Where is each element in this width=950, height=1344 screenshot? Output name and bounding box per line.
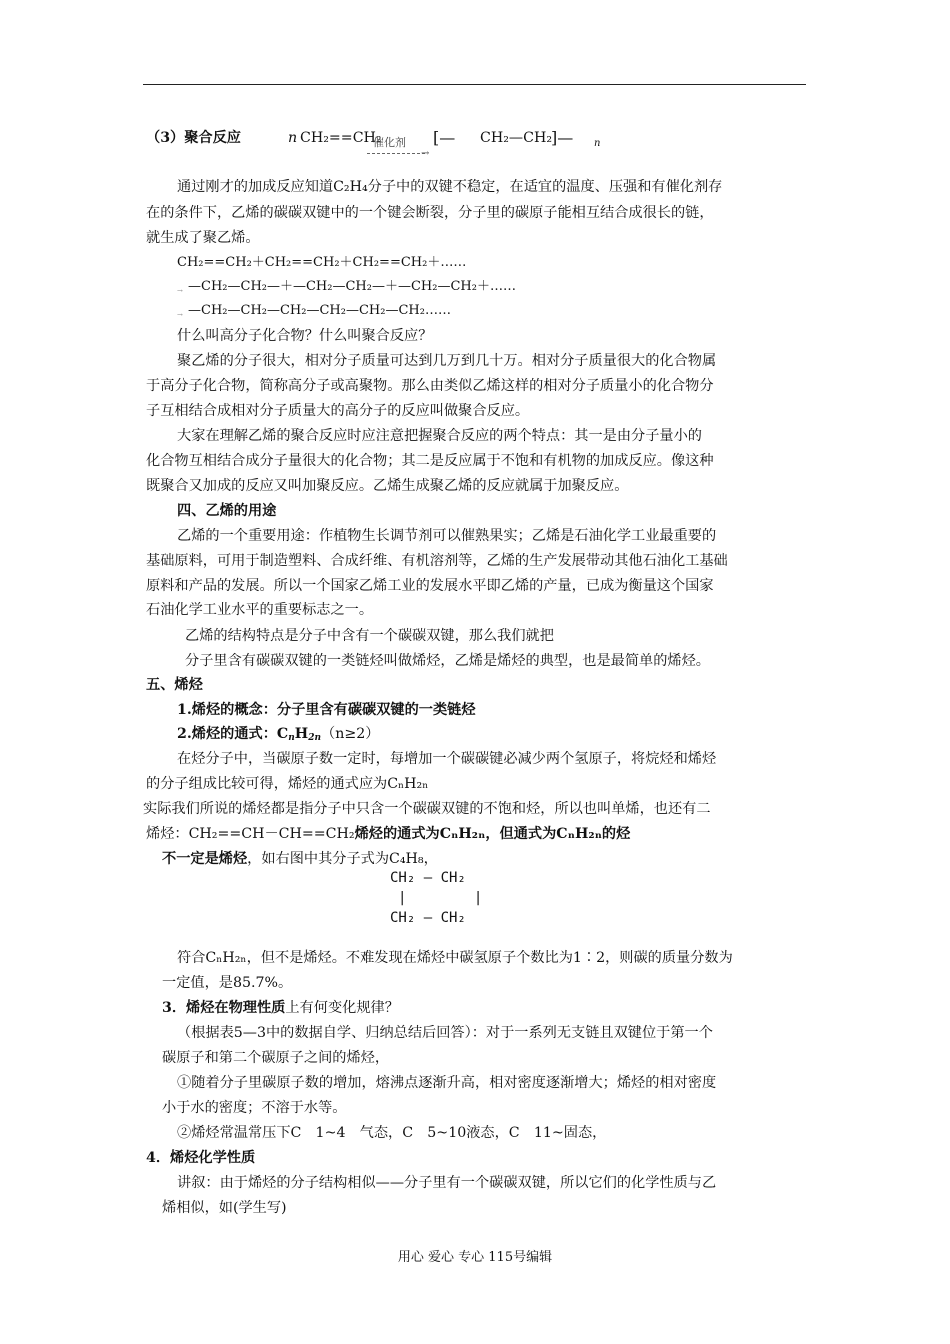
ring-bars: | | bbox=[398, 890, 483, 906]
chain-line1: CH₂==CH₂＋CH₂==CH₂＋CH₂==CH₂＋…… bbox=[177, 255, 467, 270]
para2-line2: 于高分子化合物，简称高分子或高聚物。那么由类似乙烯这样的相对分子质量小的化合物分 bbox=[146, 378, 714, 394]
section5-p5-line1: ①随着分子里碳原子数的增加，熔沸点逐渐升高，相对密度逐渐增大；烯烃的相对密度 bbox=[177, 1075, 717, 1091]
item3-rest: 上有何变化规律？ bbox=[285, 1000, 399, 1016]
para3-line2: 化合物互相结合成分子量很大的化合物；其二是反应属于不饱和有机物的加成反应。像这种 bbox=[146, 453, 714, 469]
section5-item1: 1.烯烃的概念：分子里含有碳碳双键的一类链烃 bbox=[177, 702, 476, 718]
ring-top: CH₂ — CH₂ bbox=[390, 870, 466, 886]
item2-sub-n: n bbox=[288, 733, 295, 743]
catalyst-arrow bbox=[367, 134, 429, 158]
para1-line3: 就生成了聚乙烯。 bbox=[146, 230, 260, 246]
para1-line1: 通过刚才的加成反应知道C₂H₄分子中的双键不稳定，在适宜的温度、压强和有催化剂存 bbox=[177, 179, 723, 195]
section4-line4: 石油化学工业水平的重要标志之一。 bbox=[146, 602, 374, 618]
margin-mark: → bbox=[177, 311, 183, 319]
section5-p7-line1: 讲叙：由于烯烃的分子结构相似——分子里有一个碳碳双键，所以它们的化学性质与乙 bbox=[177, 1175, 717, 1191]
header-rule bbox=[143, 84, 806, 85]
question-line: 什么叫高分子化合物？什么叫聚合反应？ bbox=[177, 328, 433, 344]
diene-formula: 烯烃：CH₂==CH－CH==CH₂ bbox=[146, 826, 355, 842]
section5-p3-line2: 一定值，是85.7%。 bbox=[162, 975, 293, 991]
section4-title: 四、乙烯的用途 bbox=[177, 503, 277, 519]
product-open-bracket: [— bbox=[433, 128, 456, 147]
section5-item2 bbox=[177, 724, 379, 748]
section5-p2-line3 bbox=[162, 849, 438, 869]
arrow-head-icon: → bbox=[421, 148, 430, 159]
reaction-label: （3）聚合反应 bbox=[146, 130, 241, 146]
c4h8-note: ，如右图中其分子式为C₄H₈， bbox=[247, 851, 438, 867]
chain-line3: —CH₂—CH₂—CH₂—CH₂—CH₂—CH₂…… bbox=[188, 303, 451, 318]
reaction-n: n bbox=[288, 130, 298, 146]
para3-line1: 大家在理解乙烯的聚合反应时应注意把握聚合反应的两个特点：其一是由分子量小的 bbox=[177, 428, 702, 444]
section5-p7-line2: 烯相似，如(学生写) bbox=[162, 1200, 287, 1216]
section5-p5-line2: 小于水的密度；不溶于水等。 bbox=[162, 1100, 347, 1116]
section4-line6: 分子里含有碳碳双键的一类链烃叫做烯烃，乙烯是烯烃的典型，也是最简单的烯烃。 bbox=[185, 653, 710, 669]
section5-p6: ②烯烃常温常压下C 1~4 气态，C 5~10液态，C 11~固态， bbox=[177, 1125, 607, 1141]
section4-line3: 原料和产品的发展。所以一个国家乙烯工业的发展水平即乙烯的产量，已成为衡量这个国家 bbox=[146, 578, 714, 594]
item2-condition: （n≥2） bbox=[321, 726, 380, 742]
item2-sub-2n: 2n bbox=[308, 733, 321, 743]
product-close-bracket: ]— bbox=[551, 128, 574, 147]
item3-bold: 3．烯烃在物理性质 bbox=[162, 1000, 286, 1016]
margin-mark: → bbox=[177, 287, 183, 295]
general-formula-note: 烯烃的通式为CₙH₂ₙ，但通式为CₙH₂ₙ的烃 bbox=[354, 826, 631, 842]
para3-line3: 既聚合又加成的反应又叫加聚反应。乙烯生成聚乙烯的反应就属于加聚反应。 bbox=[146, 478, 629, 494]
section5-item3 bbox=[162, 998, 399, 1018]
product-n: n bbox=[594, 138, 601, 149]
section5-p1-line1: 在烃分子中，当碳原子数一定时，每增加一个碳碳键必减少两个氢原子，将烷烃和烯烃 bbox=[177, 751, 717, 767]
section5-p4-line2: 碳原子和第二个碳原子之间的烯烃， bbox=[162, 1050, 390, 1066]
item2-h: H bbox=[294, 726, 309, 742]
section4-line5: 乙烯的结构特点是分子中含有一个碳碳双键，那么我们就把 bbox=[185, 628, 554, 644]
section5-p1-line2: 的分子组成比较可得，烯烃的通式应为CₙH₂ₙ bbox=[146, 776, 429, 792]
reaction-reactant: CH₂==CH₂ bbox=[300, 130, 382, 146]
section5-item4: 4．烯烃化学性质 bbox=[146, 1150, 256, 1166]
para2-line1: 聚乙烯的分子很大，相对分子质量可达到几万到几十万。相对分子质量很大的化合物属 bbox=[177, 353, 717, 369]
section5-p2-line1: 实际我们所说的烯烃都是指分子中只含一个碳碳双键的不饱和烃，所以也叫单烯，也还有二 bbox=[143, 801, 711, 817]
para1-line2: 在的条件下，乙烯的碳碳双键中的一个键会断裂，分子里的碳原子能相互结合成很长的链， bbox=[146, 205, 714, 221]
item2-prefix: 2.烯烃的通式：C bbox=[177, 726, 289, 742]
section4-line1: 乙烯的一个重要用途：作植物生长调节剂可以催熟果实；乙烯是石油化学工业最重要的 bbox=[177, 528, 717, 544]
product-unit: CH₂—CH₂ bbox=[480, 130, 553, 146]
not-necessarily-alkene: 不一定是烯烃 bbox=[162, 851, 248, 867]
section5-title: 五、烯烃 bbox=[146, 677, 203, 693]
arrow-line bbox=[367, 153, 425, 154]
section5-p2-line2 bbox=[146, 824, 630, 844]
section5-p3-line1: 符合CₙH₂ₙ，但不是烯烃。不难发现在烯烃中碳氢原子个数比为1∶2，则碳的质量分数为 bbox=[177, 950, 733, 966]
ring-bottom: CH₂ — CH₂ bbox=[390, 910, 466, 926]
section5-p4-line1: （根据表5—3中的数据自学、归纳总结后回答）：对于一系列无支链且双键位于第一个 bbox=[177, 1025, 713, 1041]
para2-line3: 子互相结合成相对分子质量大的高分子的反应叫做聚合反应。 bbox=[146, 403, 530, 419]
chain-line2: —CH₂—CH₂—＋—CH₂—CH₂—＋—CH₂—CH₂＋…… bbox=[188, 279, 516, 294]
section4-line2: 基础原料，可用于制造塑料、合成纤维、有机溶剂等，乙烯的生产发展带动其他石油化工基础 bbox=[146, 553, 728, 569]
page-footer: 用心 爱心 专心 115号编辑 bbox=[397, 1250, 553, 1265]
catalyst-label: 催化剂 bbox=[373, 136, 406, 149]
